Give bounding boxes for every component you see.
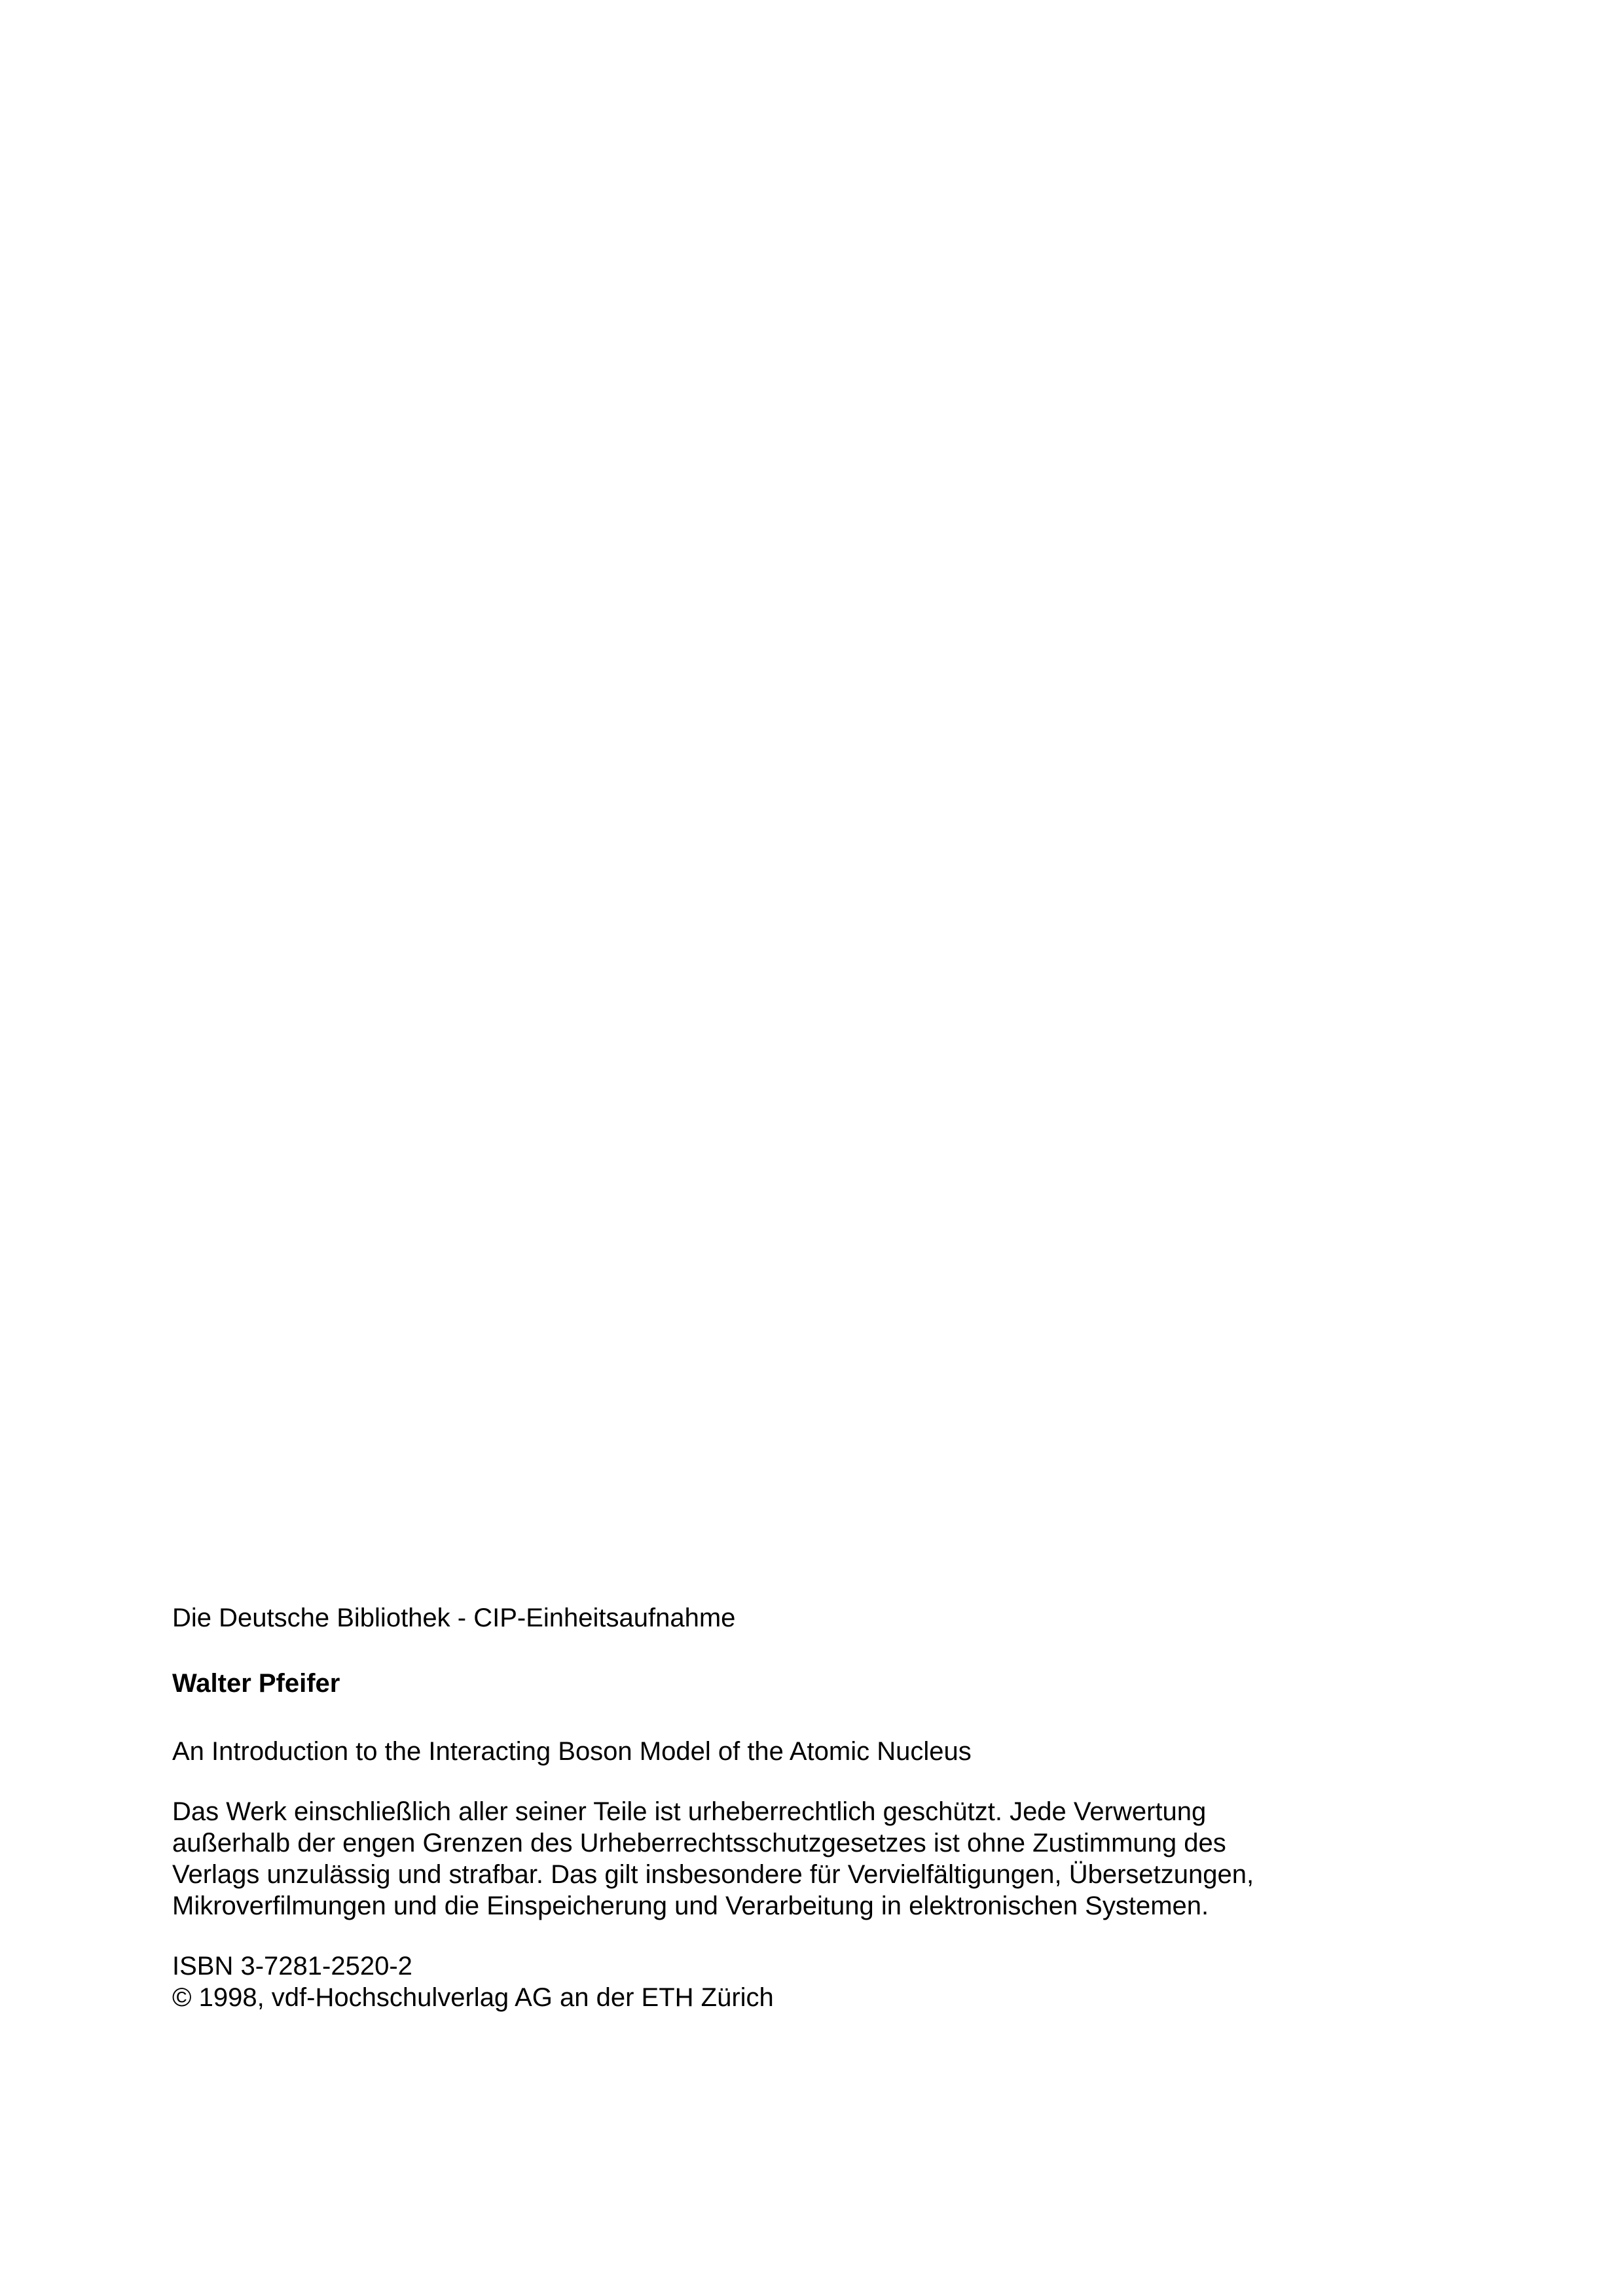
isbn: ISBN 3-7281-2520-2 (172, 1952, 412, 1981)
author-name: Walter Pfeifer (172, 1669, 340, 1698)
cip-heading: Die Deutsche Bibliothek - CIP-Einheitsaufnahme (172, 1604, 736, 1632)
notice-line: Verlags unzulässig und strafbar. Das gilt insbesondere für Vervielfältigungen, Übersetzungen, (172, 1860, 1254, 1889)
copyright-line: © 1998, vdf-Hochschulverlag AG an der ETH Zürich (172, 1983, 774, 2012)
notice-line: Das Werk einschließlich aller seiner Teile ist urheberrechtlich geschützt. Jede Verwertung (172, 1797, 1207, 1826)
imprint-block (172, 1602, 1351, 2013)
notice-line: außerhalb der engen Grenzen des Urheberrechtsschutzgesetzes ist ohne Zustimmung des (172, 1829, 1226, 1857)
copyright-notice (172, 1796, 1351, 1922)
notice-line: Mikroverfilmungen und die Einspeicherung und Verarbeitung in elektronischen Systemen. (172, 1892, 1209, 1920)
book-title: An Introduction to the Interacting Boson Model of the Atomic Nucleus (172, 1737, 972, 1766)
